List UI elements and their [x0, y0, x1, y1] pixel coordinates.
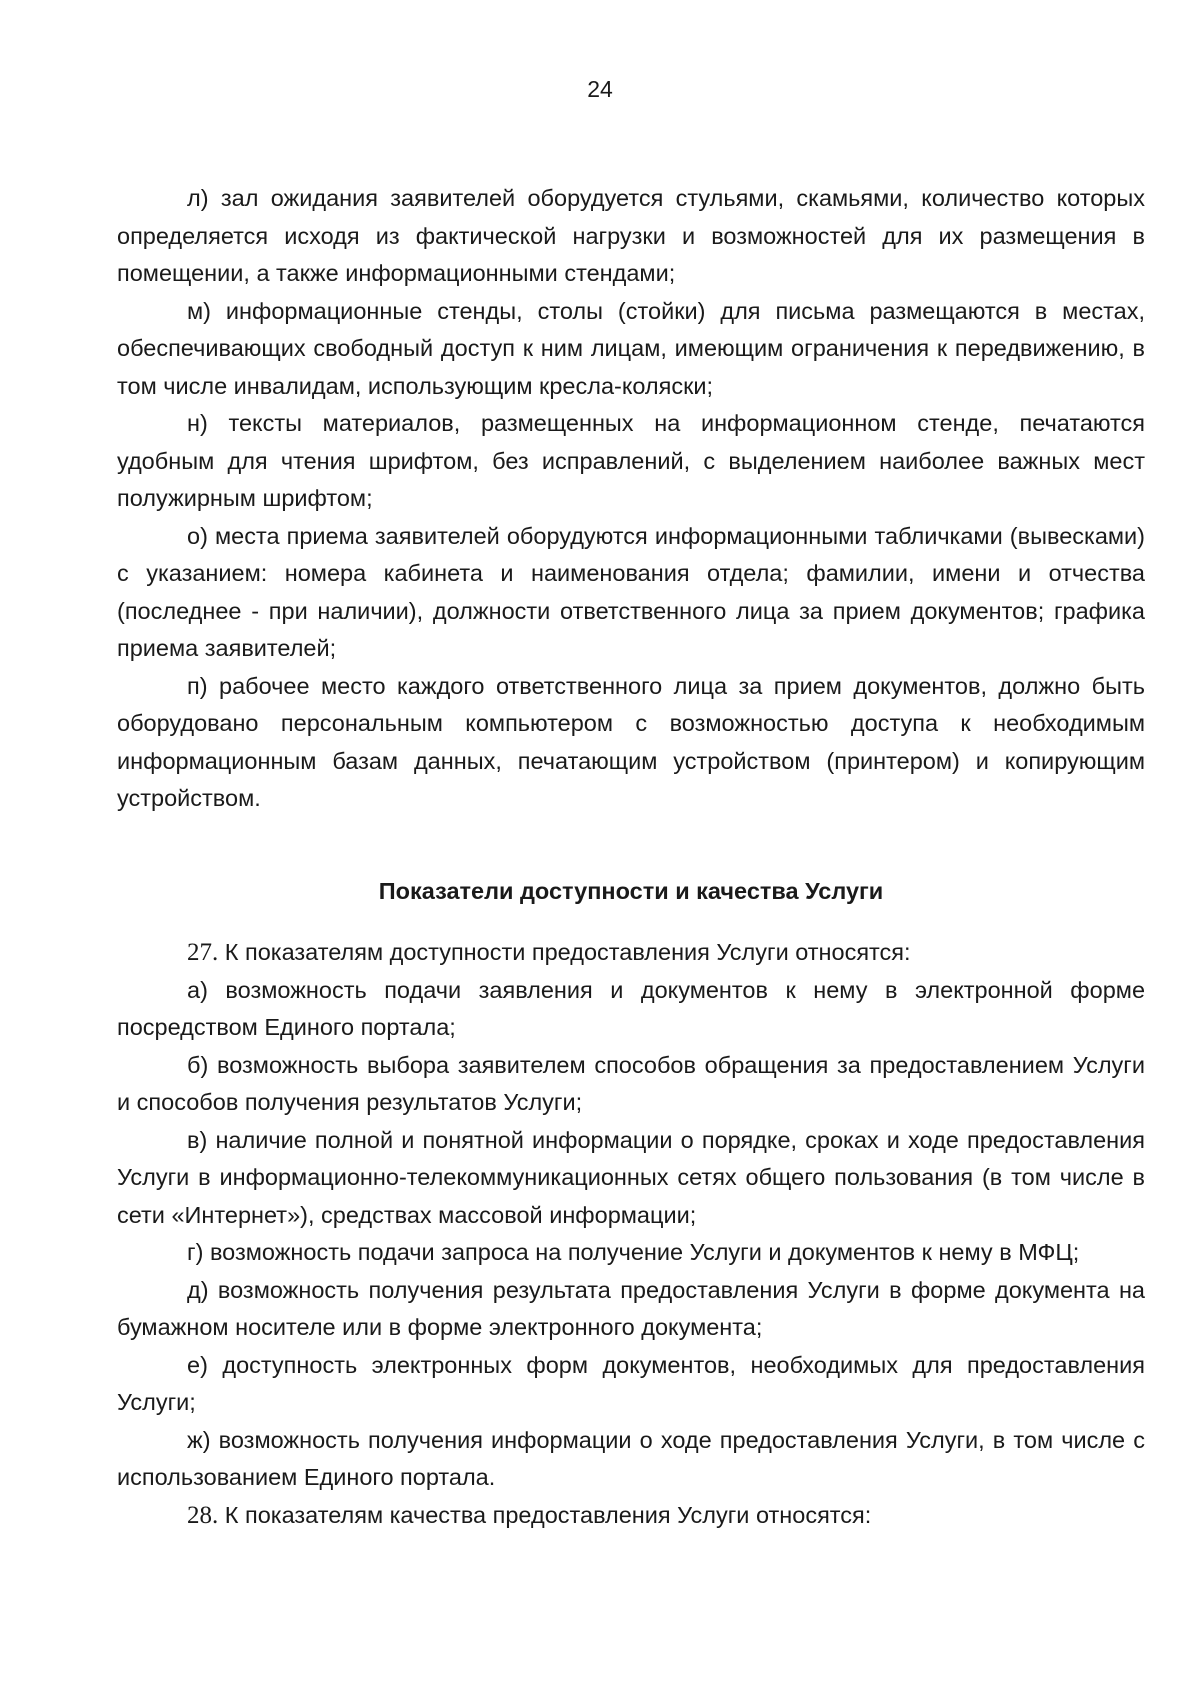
list-item-a — [117, 972, 1145, 1047]
list-item-text: доступность электронных форм документов, необходимых для предоставления Услуги; — [117, 1351, 1146, 1415]
list-item-b — [117, 1047, 1145, 1122]
list-marker: е) — [187, 1351, 208, 1378]
clause-number: 27. — [187, 939, 219, 966]
clause-28 — [117, 1497, 1145, 1535]
list-item-d — [117, 1272, 1145, 1347]
list-item-text: рабочее место каждого ответственного лица за прием документов, должно быть оборудовано персональным компьютером с возможностью доступа к необходимым информационным базам данных, печатающим устройством (принтером) и копирующим устройством. — [117, 672, 1145, 811]
list-marker: о) — [187, 522, 208, 549]
clause-number: 28. — [187, 1501, 219, 1529]
document-body — [117, 180, 1145, 1534]
list-item-zh — [117, 1422, 1145, 1497]
list-marker: а) — [187, 976, 208, 1003]
list-item-v — [117, 1122, 1145, 1235]
list-marker: в) — [187, 1126, 208, 1153]
list-marker: м) — [187, 297, 211, 324]
list-item-text: наличие полной и понятной информации о порядке, сроках и ходе предоставления Услуги в информационно-телекоммуникационных сетях общего пользования (в том числе в сети «Интернет»), средствах массовой информации; — [117, 1126, 1146, 1228]
clause-text: К показателям качества предоставления Услуги относятся: — [224, 1501, 872, 1528]
page-number: 24 — [587, 76, 613, 102]
list-item-text: тексты материалов, размещенных на информационном стенде, печатаются удобным для чтения шрифтом, без исправлений, с выделением наиболее важных мест полужирным шрифтом; — [117, 410, 1145, 511]
list-marker: д) — [187, 1276, 209, 1303]
list-item-text: информационные стенды, столы (стойки) для письма размещаются в местах, обеспечивающих свободный доступ к ним лицам, имеющим ограничения к передвижению, в том числе инвалидам, использующим кресла-коляски; — [117, 297, 1145, 399]
list-item-text: возможность получения информации о ходе предоставления Услуги, в том числе с использованием Единого портала. — [117, 1426, 1145, 1490]
list-item-text: возможность подачи запроса на получение Услуги и документов к нему в МФЦ; — [209, 1239, 1080, 1265]
list-item-text: возможность подачи заявления и документов к нему в электронной форме посредством Единого портала; — [117, 976, 1146, 1040]
list-item-p — [117, 668, 1145, 818]
list-marker: л) — [187, 185, 209, 211]
list-item-o — [117, 518, 1145, 668]
list-item-text: места приема заявителей оборудуются информационными табличками (вывесками) с указанием: номера кабинета и наименования отдела; фамилии, имени и отчества (последнее - при наличии), должности ответственного лица за прием документов; графика приема заявителей; — [117, 522, 1145, 661]
section-heading: Показатели доступности и качества Услуги — [378, 877, 884, 904]
list-item-n — [117, 405, 1145, 518]
clause-text: К показателям доступности предоставления Услуги относятся: — [224, 939, 911, 965]
list-marker: п) — [187, 672, 208, 699]
list-item-g — [117, 1234, 1145, 1272]
list-item-text: возможность выбора заявителем способов обращения за предоставлением Услуги и способов получения результатов Услуги; — [117, 1051, 1146, 1115]
list-item-m — [117, 293, 1145, 406]
list-marker: б) — [187, 1051, 209, 1078]
list-item-text: возможность получения результата предоставления Услуги в форме документа на бумажном носителе или в форме электронного документа; — [117, 1276, 1145, 1340]
list-item-text: зал ожидания заявителей оборудуется стульями, скамьями, количество которых определяется исходя из фактической нагрузки и возможностей для их размещения в помещении, а также информационными стендами; — [117, 185, 1146, 286]
clause-27 — [117, 934, 1145, 972]
list-marker: г) — [187, 1239, 204, 1265]
list-item-l — [117, 180, 1145, 293]
list-item-e — [117, 1347, 1145, 1422]
list-marker: ж) — [187, 1426, 211, 1453]
list-marker: н) — [187, 410, 208, 436]
